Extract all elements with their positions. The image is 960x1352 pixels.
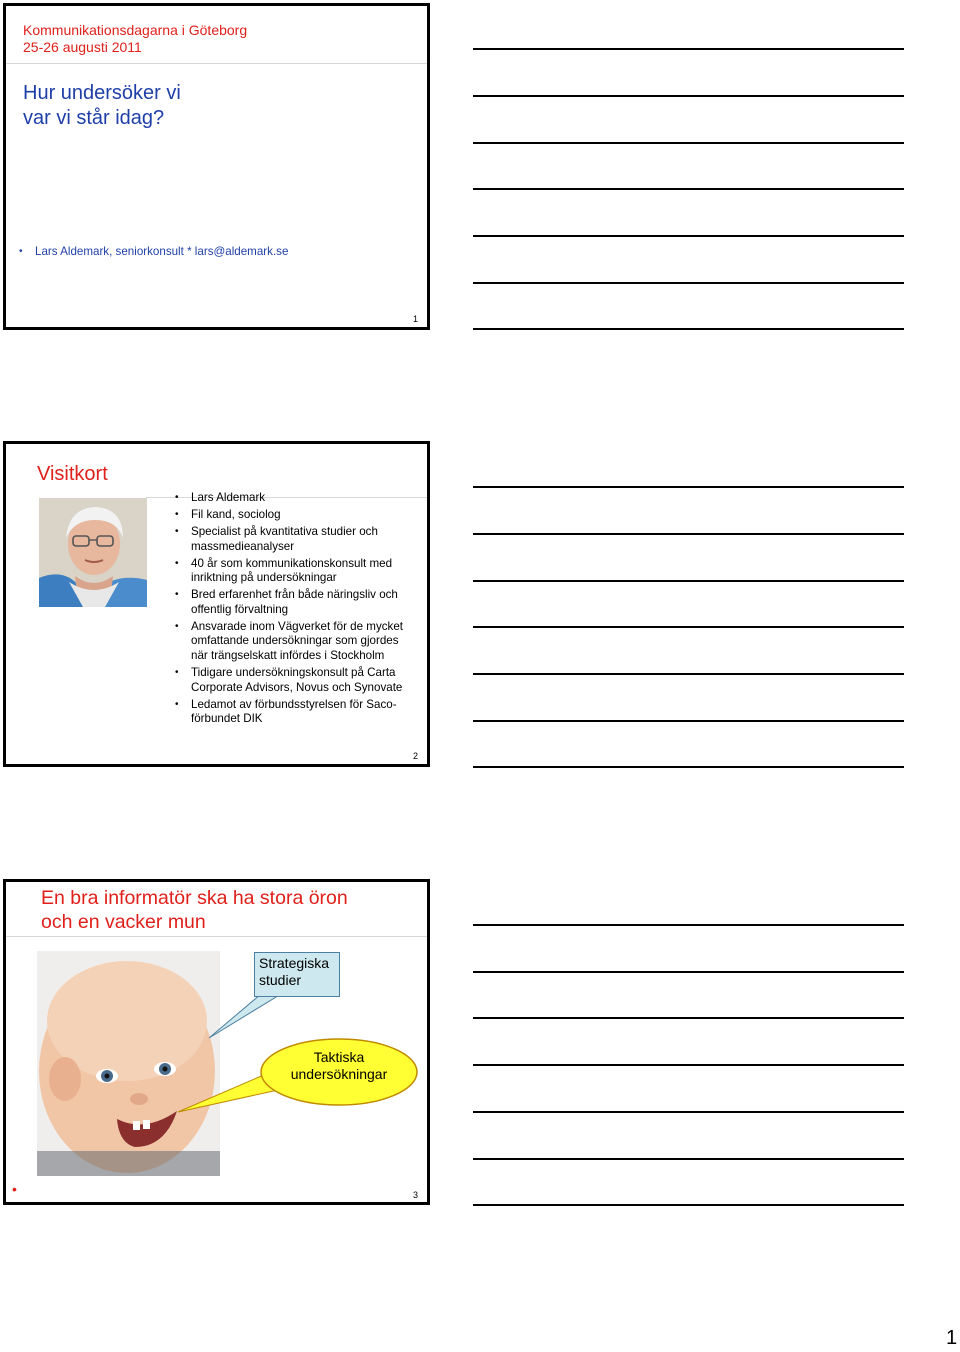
- list-item: • Tidigare undersökningskonsult på Carta Corporate Advisors, Novus och Synovate: [172, 666, 427, 695]
- list-item: • Fil kand, sociolog: [172, 508, 427, 523]
- portrait-photo: [39, 498, 147, 607]
- list-item: • Lars Aldemark, seniorkonsult * lars@aldemark.se: [16, 245, 426, 260]
- list-item: • Ansvarade inom Vägverket för de mycket omfattande undersökningar som gjordes när trängselskatt infördes i Stockholm: [172, 620, 427, 664]
- callout-taktiska: Taktiska undersökningar: [290, 1049, 388, 1082]
- slide-3: [3, 879, 430, 1205]
- slide-3-divider: [6, 936, 427, 937]
- slide-2-bullets: [172, 491, 427, 729]
- list-item: • Specialist på kvantitativa studier och massmedieanalyser: [172, 525, 427, 554]
- list-item: • Bred erfarenhet från både näringsliv och offentlig förvaltning: [172, 588, 427, 617]
- slide-1-title: Hur undersöker vi var vi står idag?: [23, 82, 181, 129]
- slide-2: [3, 441, 430, 767]
- list-item: • Ledamot av förbundsstyrelsen för Saco- förbundet DIK: [172, 698, 427, 727]
- list-item: • 40 år som kommunikationskonsult med inriktning på undersökningar: [172, 557, 427, 586]
- callout-strategiska: Strategiska studier: [254, 952, 340, 997]
- slide-3-title: En bra informatör ska ha stora öron och en vacker mun: [41, 887, 348, 933]
- slide-1-bullets: [16, 245, 426, 262]
- slide-2-title: Visitkort: [37, 463, 108, 485]
- slide-number: 1: [412, 314, 418, 324]
- slide-number: 3: [412, 1190, 418, 1200]
- slide-number: 2: [412, 751, 418, 761]
- list-item: • Lars Aldemark: [172, 491, 427, 506]
- page-number: 1: [946, 1327, 958, 1349]
- slide-1-header: Kommunikationsdagarna i Göteborg 25-26 augusti 2011: [23, 22, 248, 55]
- bullet-icon: •: [12, 1181, 17, 1197]
- slide-1: [3, 3, 430, 330]
- slide-1-divider: [6, 63, 427, 64]
